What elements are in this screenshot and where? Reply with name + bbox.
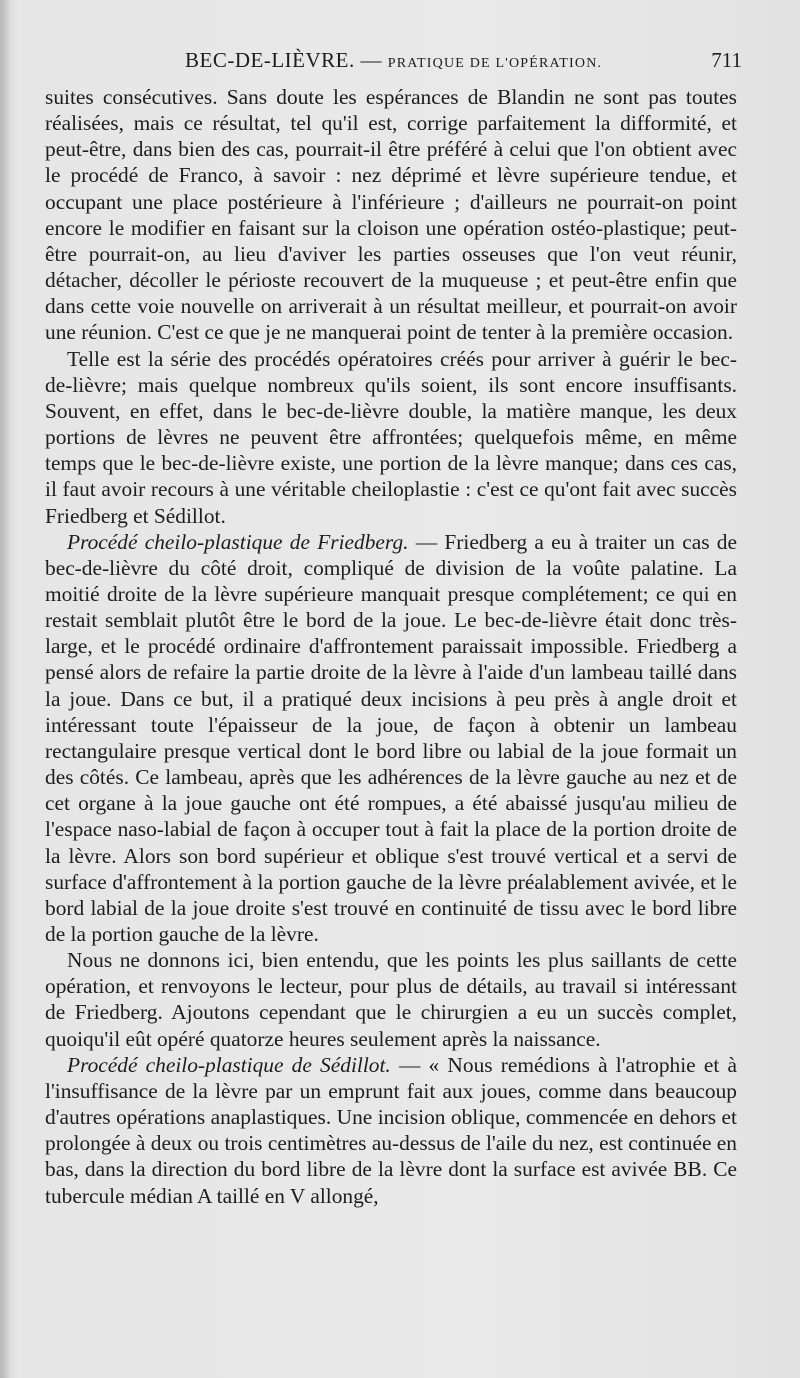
page-number: 711 [711, 48, 742, 72]
paragraph-text: — Friedberg a eu à traiter un cas de bec-de-lièvre du côté droit, compliqué de division de la voûte palatine. La moitié droite de la lèvre supérieure manquait presque complétement; ce qui en restait semblait plutôt être le bord de la joue. Le bec-de-lièvre était donc très-large, et le procédé ordinaire d'affrontement paraissait impossible. Friedberg a pensé alors de refaire la partie droite de la lèvre à l'aide d'un lambeau taillé dans la joue. Dans ce but, il a pratiqué deux incisions à peu près à angle droit et intéressant toute l'épaisseur de la joue, de façon à obtenir un lambeau rectangulaire presque vertical dont le bord libre ou labial de la joue formait un des côtés. Ce lambeau, après que les adhérences de la lèvre gauche au nez et de cet organe à la joue gauche ont été rompues, a été abaissé jusqu'au milieu de l'espace naso-labial de façon à occuper tout à fait la place de la portion droite de la lèvre. Alors son bord supérieur et oblique s'est trouvé vertical et a servi de surface d'affrontement à la portion gauche de la lèvre préalablement avivée, et le bord labial de la joue droite s'est trouvé en continuité de tissu avec le bord libre de la portion gauche de la lèvre. [45, 529, 737, 946]
paragraph-text: suites consécutives. Sans doute les espérances de Blandin ne sont pas toutes réalisées, mais ce résultat, tel qu'il est, corrige parfaitement la difformité, et peut-être, dans bien des cas, pourrait-il être préféré à celui que l'on obtient avec le procédé de Franco, à savoir : nez déprimé et lèvre supérieure tendue, et occupant une place postérieure à l'inférieure ; d'ailleurs ne pourrait-on point encore le modifier en faisant sur la cloison une opération ostéo-plastique; peut-être pourrait-on, au lieu d'aviver les parties osseuses que l'on veut réunir, détacher, décoller le périoste recouvert de la muqueuse ; et peut-être enfin que dans cette voie nouvelle on arriverait à un résultat meilleur, et pourrait-on avoir une réunion. C'est ce que je ne manquerai point de tenter à la première occasion. [45, 85, 737, 345]
paragraph-text: Telle est la série des procédés opératoires créés pour arriver à guérir le bec-de-lièvre; mais quelque nombreux qu'ils soient, ils sont encore insuffisants. Souvent, en effet, dans le bec-de-lièvre double, la matière manque, les deux portions de lèvres ne peuvent être affrontées; quelquefois même, en même temps que le bec-de-lièvre existe, une portion de la lèvre manque; dans ces cas, il faut avoir recours à une véritable cheiloplastie : c'est ce qu'ont fait avec succès Friedberg et Sédillot. [45, 346, 737, 528]
section-heading-sedillot: Procédé cheilo-plastique de Sédillot. [67, 1052, 391, 1077]
paragraph-1 [45, 84, 737, 346]
running-title-sub: PRATIQUE DE L'OPÉRATION. [387, 56, 603, 71]
running-title-main: BEC-DE-LIÈVRE. — [185, 48, 382, 72]
running-title [185, 48, 602, 73]
section-heading-friedberg: Procédé cheilo-plastique de Friedberg. [67, 529, 409, 554]
body-text [45, 84, 737, 1209]
paragraph-sedillot [45, 1052, 737, 1209]
page-gutter-shadow [0, 0, 10, 1378]
paragraph-2 [45, 346, 737, 529]
paragraph-friedberg [45, 529, 737, 948]
paragraph-4 [45, 947, 737, 1052]
running-header [45, 44, 742, 78]
paragraph-text: Nous ne donnons ici, bien entendu, que les points les plus saillants de cette opération, et renvoyons le lecteur, pour plus de détails, au travail si intéressant de Friedberg. Ajoutons cependant que le chirurgien a eu un succès complet, quoiqu'il eût opéré quatorze heures seulement après la naissance. [45, 948, 737, 1051]
paragraph-text: — « Nous remédions à l'atrophie et à l'insuffisance de la lèvre par un emprunt fait aux joues, comme dans beaucoup d'autres opérations anaplastiques. Une incision oblique, commencée en dehors et prolongée à deux ou trois centimètres au-dessus de l'aile du nez, est continuée en bas, dans la direction du bord libre de la lèvre dont la surface est avivée BB. Ce tubercule médian A taillé en V allongé, [45, 1052, 737, 1208]
